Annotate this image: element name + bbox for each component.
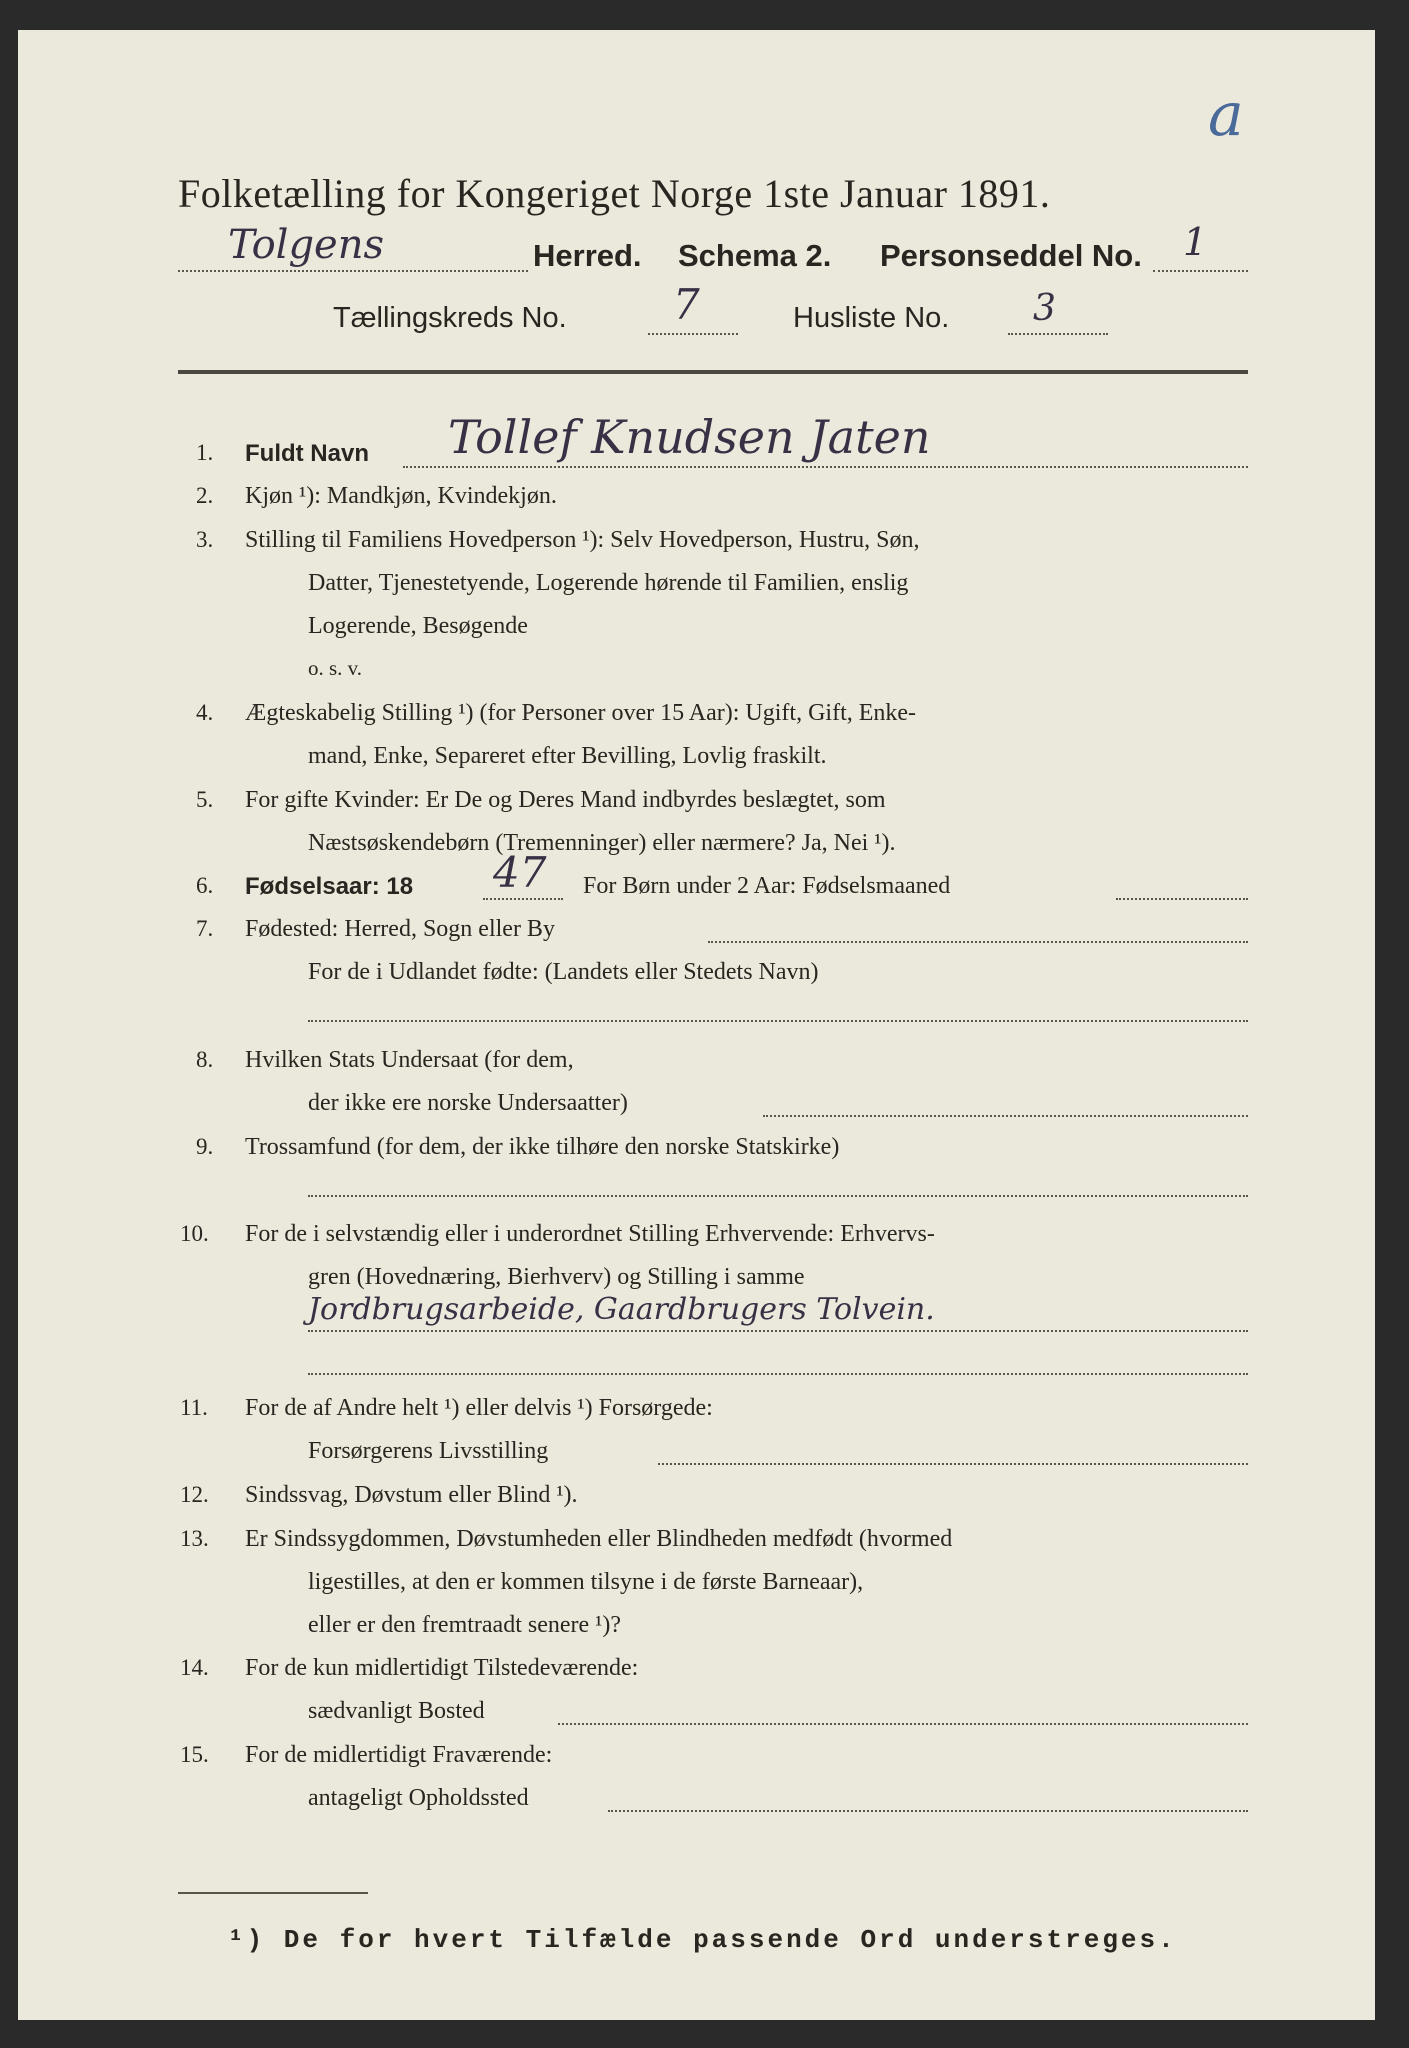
herred-label: Herred. [533, 238, 642, 273]
q15-number: 15. [180, 1742, 209, 1767]
q7-number: 7. [196, 916, 214, 941]
q3-label: Stilling til Familiens Hovedperson ¹): Selv Hovedperson, Hustru, Søn, [245, 527, 920, 553]
footnote-rule [178, 1892, 368, 1894]
corner-mark: a [1208, 80, 1244, 150]
q11-number: 11. [180, 1395, 208, 1420]
q7-line2: For de i Udlandet fødte: (Landets eller Stedets Navn) [308, 959, 819, 985]
census-form-page [18, 30, 1375, 2020]
q14-label: For de kun midlertidigt Tilstedeværende: [245, 1655, 639, 1681]
q12-label: Sindssvag, Døvstum eller Blind ¹). [245, 1482, 578, 1508]
q1-label: Fuldt Navn [245, 440, 369, 467]
q10-line2: gren (Hovednæring, Bierhverv) og Stilling i samme [308, 1264, 805, 1290]
q8-line2: der ikke ere norske Undersaatter) [308, 1090, 628, 1116]
q8-label: Hvilken Stats Undersaat (for dem, [245, 1047, 574, 1073]
footnote: ¹) De for hvert Tilfælde passende Ord understreges. [228, 1925, 1177, 1955]
q3-line3: Logerende, Besøgende [308, 613, 528, 639]
q7-label: Fødested: Herred, Sogn eller By [245, 916, 555, 942]
q5-label: For gifte Kvinder: Er De og Deres Mand indbyrdes beslægtet, som [245, 787, 886, 813]
q14-number: 14. [180, 1655, 209, 1680]
q3-number: 3. [196, 527, 214, 552]
q10-answer: Jordbrugsarbeide, Gaardbrugers Tolvein. [308, 1292, 935, 1327]
q9-number: 9. [196, 1134, 214, 1159]
q13-number: 13. [180, 1526, 209, 1551]
schema-label: Schema 2. [678, 238, 832, 273]
q2-number: 2. [196, 483, 214, 508]
form-title: Folketælling for Kongeriget Norge 1ste Januar 1891. [178, 171, 1051, 216]
q12-number: 12. [180, 1482, 209, 1507]
q13-label: Er Sindssygdommen, Døvstumheden eller Blindheden medfødt (hvormed [245, 1526, 953, 1552]
personseddel-no: 1 [1183, 220, 1208, 264]
q6-label-b: For Børn under 2 Aar: Fødselsmaaned [583, 873, 951, 899]
q15-label: For de midlertidigt Fraværende: [245, 1742, 553, 1768]
q10-label: For de i selvstændig eller i underordnet Stilling Erhvervende: Erhvervs- [245, 1221, 935, 1247]
q2-label: Kjøn ¹): Mandkjøn, Kvindekjøn. [245, 483, 557, 509]
q13-line2: ligestilles, at den er kommen tilsyne i de første Barneaar), [308, 1569, 864, 1595]
personseddel-label: Personseddel No. [880, 238, 1142, 273]
q8-number: 8. [196, 1047, 214, 1072]
q11-label: For de af Andre helt ¹) eller delvis ¹) Forsørgede: [245, 1395, 713, 1421]
q6-label: Fødselsaar: 18 [245, 873, 414, 900]
q9-label: Trossamfund (for dem, der ikke tilhøre den norske Statskirke) [245, 1134, 840, 1160]
q3-line4: o. s. v. [308, 656, 363, 680]
q5-number: 5. [196, 787, 214, 812]
tellingskreds-label: Tællingskreds No. [333, 302, 567, 334]
q5-line2: Næstsøskendebørn (Tremenninger) eller nærmere? Ja, Nei ¹). [308, 830, 896, 856]
herred-name: Tolgens [228, 222, 385, 268]
q11-line2: Forsørgerens Livsstilling [308, 1438, 549, 1464]
q14-line2: sædvanligt Bosted [308, 1698, 485, 1724]
tellingskreds-no: 7 [673, 280, 700, 329]
husliste-no: 3 [1033, 288, 1056, 329]
q4-line2: mand, Enke, Separeret efter Bevilling, Lovlig fraskilt. [308, 743, 827, 769]
q10-number: 10. [180, 1221, 209, 1246]
q6-answer: 47 [493, 848, 547, 897]
q4-label: Ægteskabelig Stilling ¹) (for Personer over 15 Aar): Ugift, Gift, Enke- [245, 700, 917, 726]
q3-line2: Datter, Tjenestetyende, Logerende hørende til Familien, enslig [308, 570, 909, 596]
header-rule [178, 370, 1248, 374]
q1-number: 1. [196, 440, 214, 465]
q13-line3: eller er den fremtraadt senere ¹)? [308, 1612, 621, 1638]
q6-number: 6. [196, 873, 214, 898]
husliste-label: Husliste No. [793, 302, 950, 334]
q4-number: 4. [196, 700, 214, 725]
q15-line2: antageligt Opholdssted [308, 1785, 529, 1811]
q1-answer: Tollef Knudsen Jaten [448, 410, 931, 464]
